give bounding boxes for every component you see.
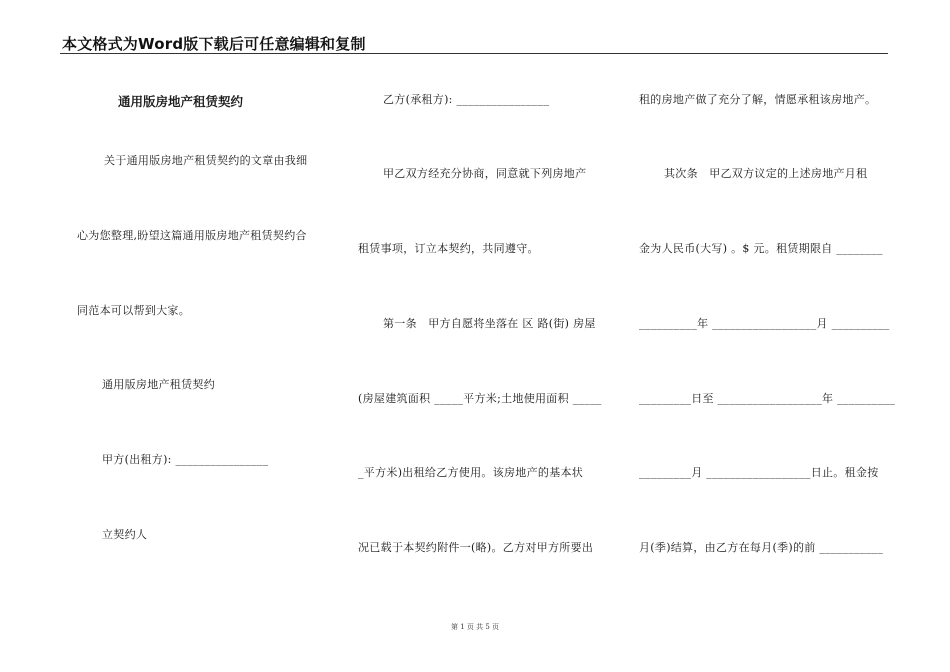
col3-line: 月(季)结算，由乙方在每月(季)的前 ___________ xyxy=(639,541,884,554)
col2-line: 甲乙双方经充分协商，同意就下列房地产 xyxy=(383,167,587,180)
col2-line: 租赁事项，订立本契约，共同遵守。 xyxy=(358,242,539,255)
col1-line: 同范本可以帮到大家。 xyxy=(77,304,190,317)
col3-line: __________年 __________________月 __________ xyxy=(639,317,890,330)
col1-line: 立契约人 xyxy=(102,528,148,541)
page-number-footer: 第 1 页 共 5 页 xyxy=(450,623,500,631)
col1-line: 通用版房地产租赁契约 xyxy=(102,378,215,391)
col1-line: 心为您整理,盼望这篇通用版房地产租赁契约合 xyxy=(77,229,307,242)
col2-line: 乙方(承租方): ________________ xyxy=(383,93,550,106)
header-divider xyxy=(60,53,888,54)
document-title: 通用版房地产租赁契约 xyxy=(118,94,244,109)
col1-line: 甲方(出租方): ________________ xyxy=(102,453,269,466)
col3-line: _________日至 __________________年 __________ xyxy=(639,392,896,405)
download-banner: 本文格式为Word版下载后可任意编辑和复制 xyxy=(62,35,366,53)
col1-line: 关于通用版房地产租赁契约的文章由我细 xyxy=(104,154,308,167)
col2-line: (房屋建筑面积 _____平方米;土地使用面积 _____ xyxy=(358,392,602,405)
col3-line: _________月 __________________日止。租金按 xyxy=(639,466,879,479)
col2-line: 第一条 甲方自愿将坐落在 区 路(街) 房屋 xyxy=(383,317,596,330)
col3-line: 金为人民币(大写) 。$ 元。租赁期限自 ________ xyxy=(639,242,883,255)
col3-line: 租的房地产做了充分了解，情愿承租该房地产。 xyxy=(639,93,877,106)
col2-line: 况已载于本契约附件一(略)。乙方对甲方所要出 xyxy=(358,541,594,554)
col3-line: 其次条 甲乙双方议定的上述房地产月租 xyxy=(664,167,868,180)
col2-line: _平方米)出租给乙方使用。该房地产的基本状 xyxy=(358,466,584,479)
